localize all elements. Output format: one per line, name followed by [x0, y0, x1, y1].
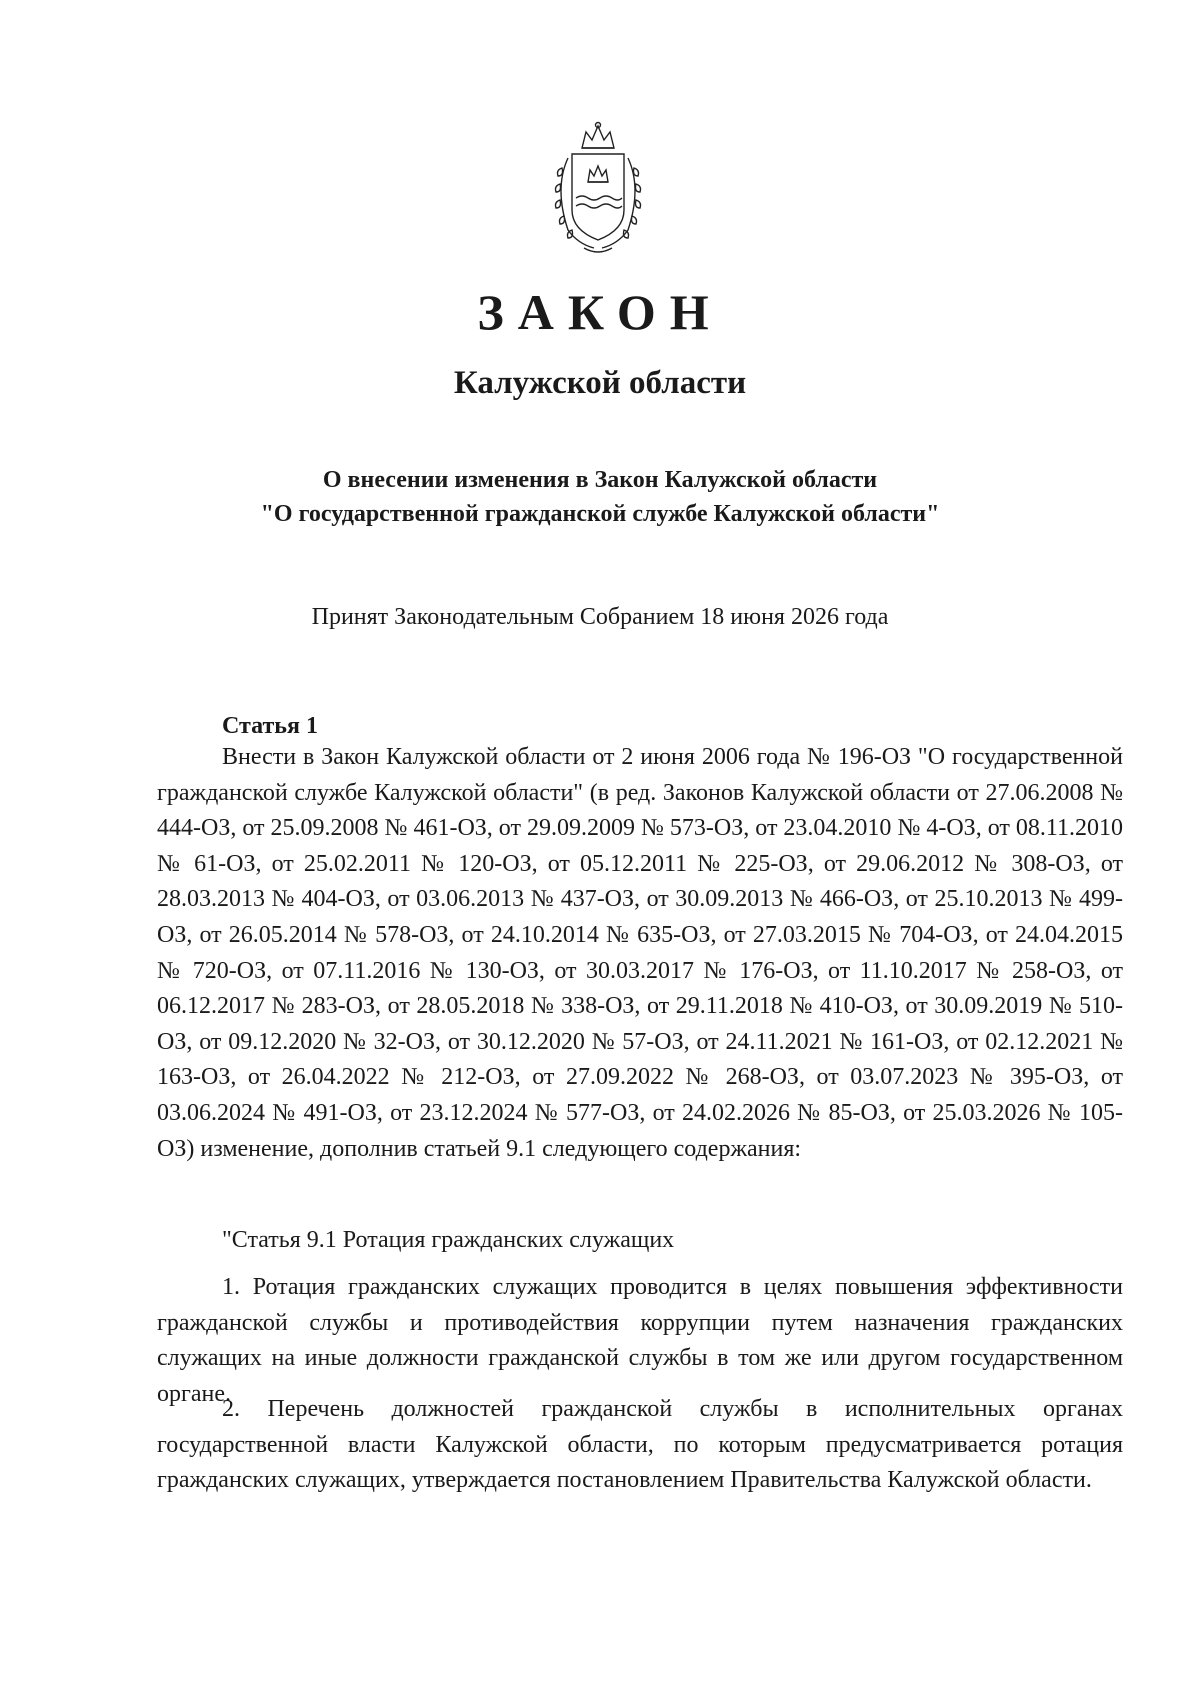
document-subject-line-1: О внесении изменения в Закон Калужской области: [322, 467, 878, 493]
document-subject: [0, 463, 1200, 531]
article-paragraph-amendment: Внести в Закон Калужской области от 2 июня 2006 года № 196-ОЗ "О государственной гражданской службе Калужской области" (в ред. Законов Калужской области от 27.06.2008 № 444-ОЗ, от 25.09.2008 № 461-ОЗ, от 29.09.2009 № 573-ОЗ, от 23.04.2010 № 4-ОЗ, от 08.11.2010 № 61-ОЗ, от 25.02.2011 № 120-ОЗ, от 05.12.2011 № 225-ОЗ, от 29.06.2012 № 308-ОЗ, от 28.03.2013 № 404-ОЗ, от 03.06.2013 № 437-ОЗ, от 30.09.2013 № 466-ОЗ, от 25.10.2013 № 499-ОЗ, от 26.05.2014 № 578-ОЗ, от 24.10.2014 № 635-ОЗ, от 27.03.2015 № 704-ОЗ, от 24.04.2015 № 720-ОЗ, от 07.11.2016 № 130-ОЗ, от 30.03.2017 № 176-ОЗ, от 11.10.2017 № 258-ОЗ, от 06.12.2017 № 283-ОЗ, от 28.05.2018 № 338-ОЗ, от 29.11.2018 № 410-ОЗ, от 30.09.2019 № 510-ОЗ, от 09.12.2020 № 32-ОЗ, от 30.12.2020 № 57-ОЗ, от 24.11.2021 № 161-ОЗ, от 02.12.2021 № 163-ОЗ, от 26.04.2022 № 212-ОЗ, от 27.09.2022 № 268-ОЗ, от 03.07.2023 № 395-ОЗ, от 03.06.2024 № 491-ОЗ, от 23.12.2024 № 577-ОЗ, от 24.02.2026 № 85-ОЗ, от 25.03.2026 № 105-ОЗ) изменение, дополнив статьей 9.1 следующего содержания:: [157, 744, 1123, 1162]
article-paragraph-item-2: 2. Перечень должностей гражданской службы в исполнительных органах государственной власти Калужской области, по которым предусматривается ротация гражданских служащих, утверждается постановлением Правительства Калужской области.: [157, 1396, 1123, 1494]
article-paragraph-item-1: 1. Ротация гражданских служащих проводится в целях повышения эффективности гражданской службы и противодействия коррупции путем назначения гражданских служащих на иные должности гражданской службы в том же или другом государственном органе.: [157, 1274, 1123, 1407]
document-subject-line-2: "О государственной гражданской службе Калужской области": [260, 501, 940, 527]
coat-of-arms-icon: [538, 118, 658, 258]
article-paragraph-new-article-title: "Статья 9.1 Ротация гражданских служащих: [222, 1227, 675, 1253]
article-heading: Статья 1: [222, 713, 318, 739]
document-title: ЗАКОН: [477, 284, 723, 340]
document-region: Калужской области: [453, 365, 747, 401]
adoption-line: Принят Законодательным Собранием 18 июня 2026 года: [311, 604, 889, 630]
